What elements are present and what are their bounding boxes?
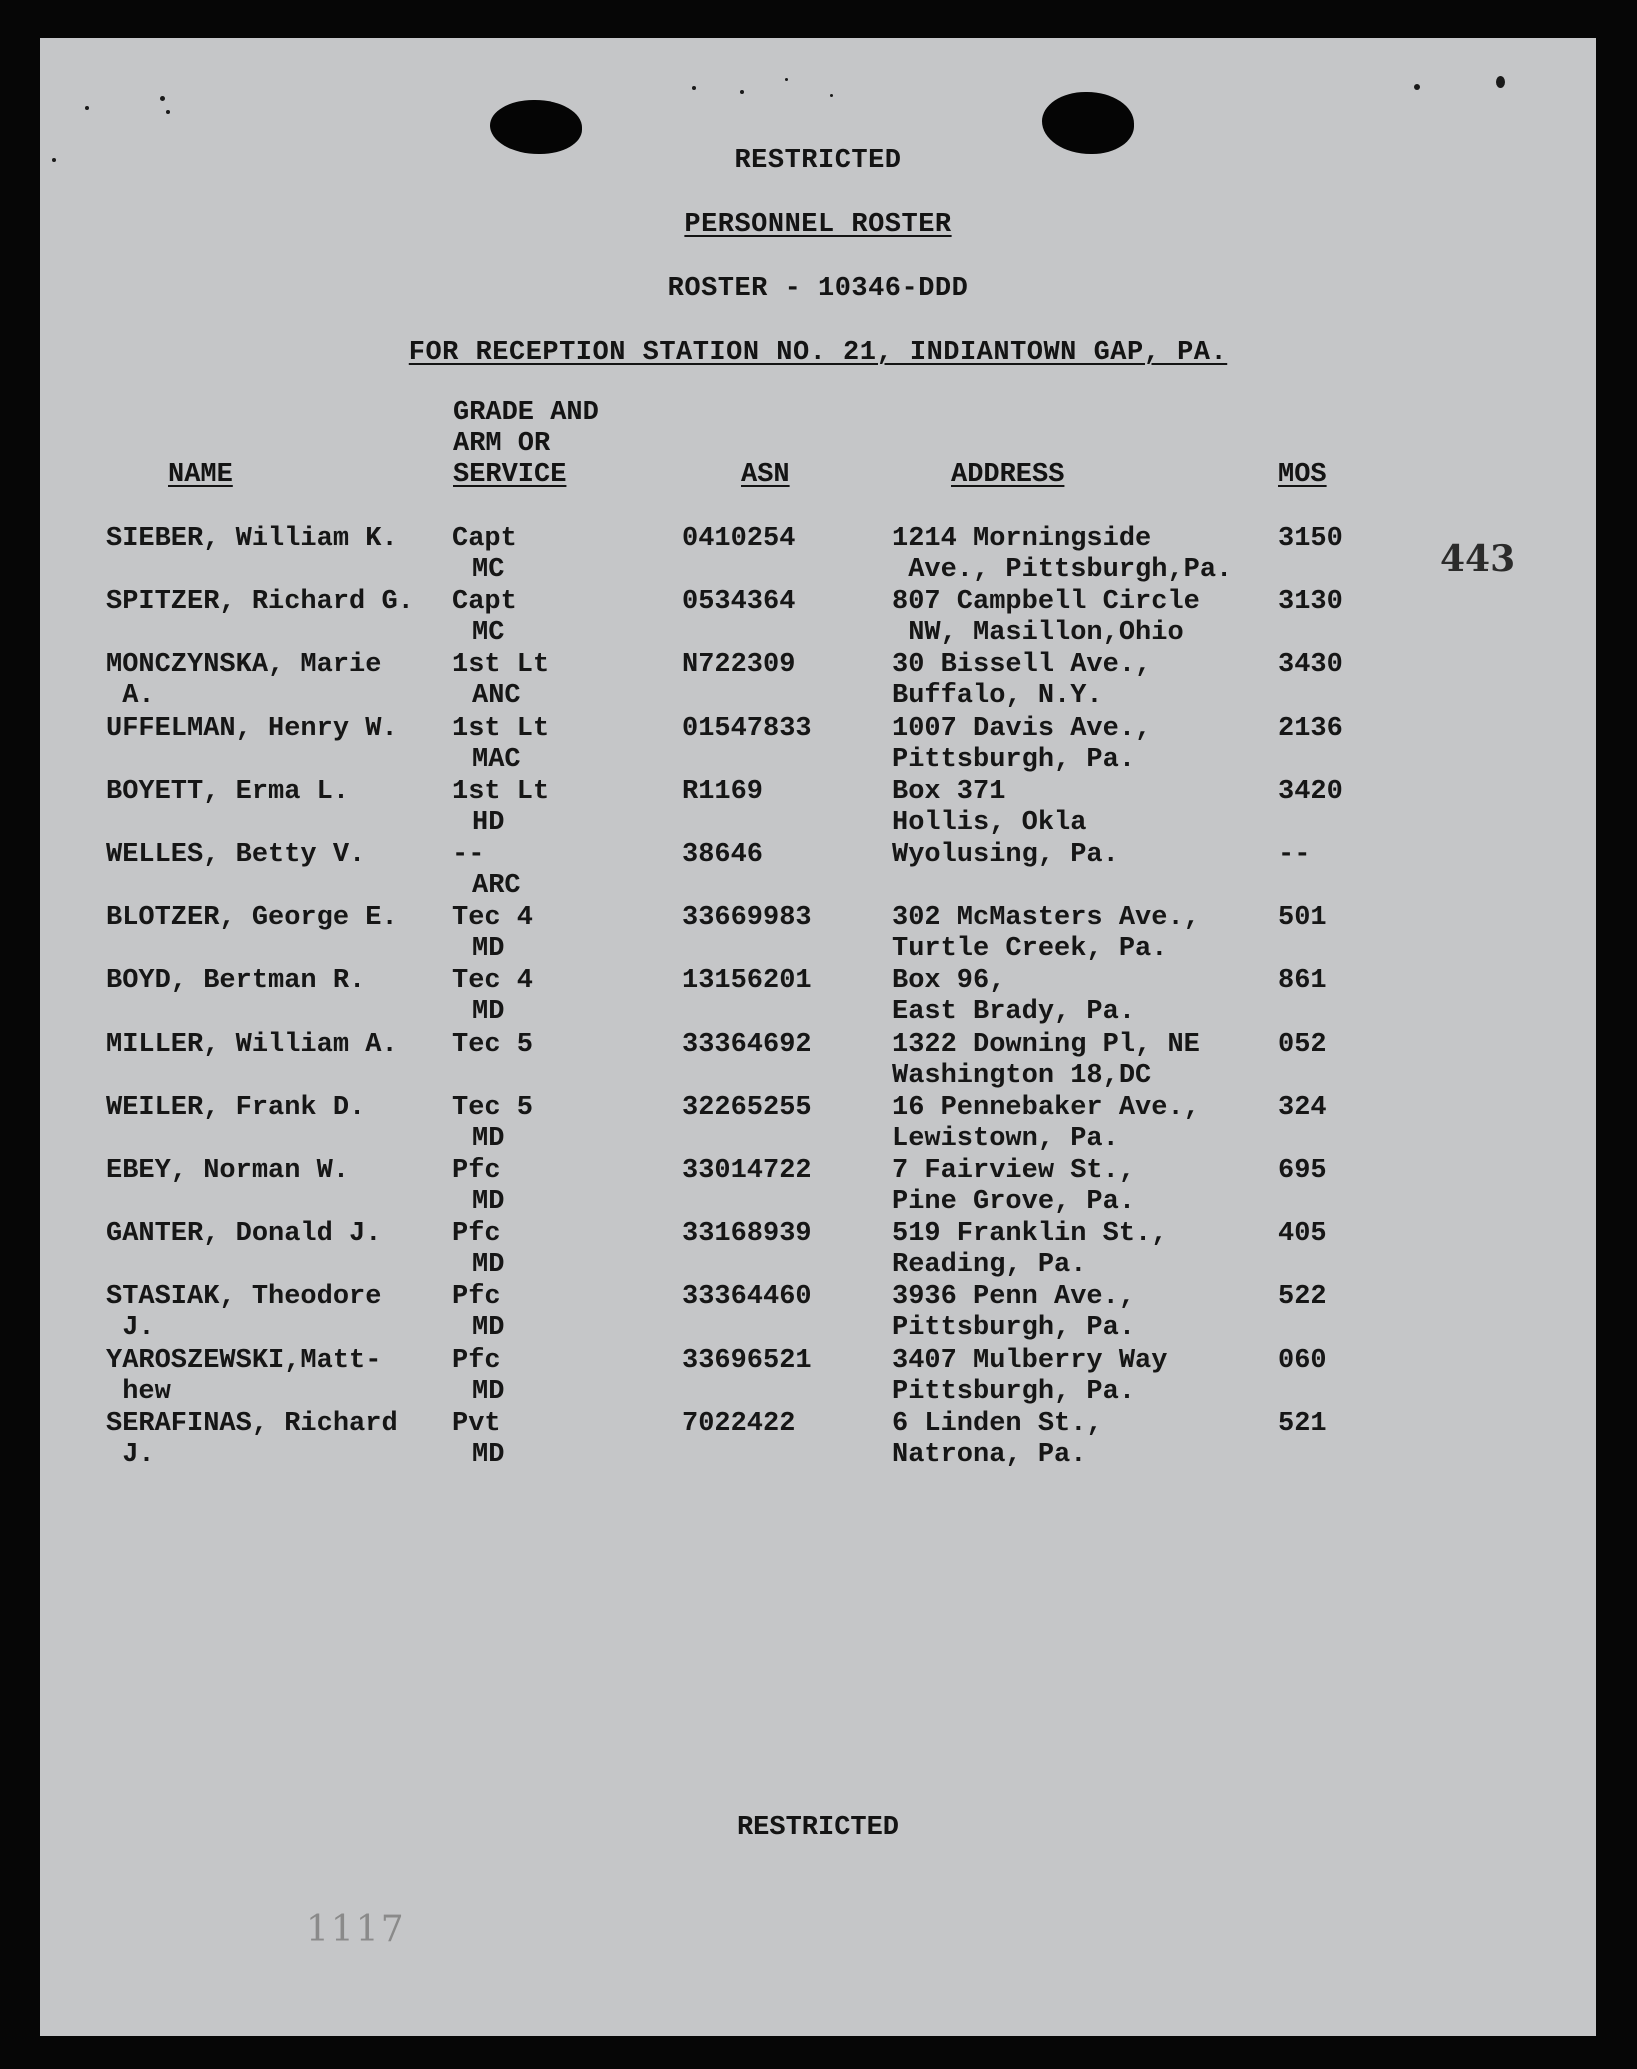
row-name: J.: [106, 1439, 155, 1470]
row-mos: 3420: [1278, 776, 1343, 807]
row-address: 302 McMasters Ave.,: [892, 903, 1200, 934]
row-grade: Tec 5: [452, 1029, 534, 1060]
row-mos: 3150: [1278, 524, 1343, 554]
row-address: 807 Campbell Circle: [892, 587, 1200, 618]
row-address: 1214 Morningside: [892, 524, 1152, 554]
row-asn: 33669983: [682, 903, 812, 934]
row-arm: MD: [472, 1439, 505, 1470]
row-address: Natrona, Pa.: [892, 1439, 1087, 1470]
row-name: SERAFINAS, Richard: [106, 1408, 398, 1439]
row-mos: 2136: [1278, 713, 1343, 744]
row-address: Pittsburgh, Pa.: [892, 1313, 1136, 1344]
row-address: Hollis, Okla: [892, 807, 1087, 838]
row-grade: Tec 5: [452, 1092, 534, 1123]
row-arm: MC: [472, 618, 505, 649]
row-grade: 1st Lt: [452, 713, 550, 744]
row-mos: 861: [1278, 966, 1327, 997]
row-arm: MD: [472, 997, 505, 1028]
row-arm: MD: [472, 1313, 505, 1344]
station-heading: FOR RECEPTION STATION NO. 21, INDIANTOWN GAP, PA.: [408, 338, 1228, 368]
row-mos: 501: [1278, 903, 1327, 934]
row-arm: MD: [472, 934, 505, 965]
row-address: 3407 Mulberry Way: [892, 1345, 1168, 1376]
row-address: 1322 Downing Pl, NE: [892, 1029, 1200, 1060]
row-asn: R1169: [682, 776, 764, 807]
row-address: NW, Masillon,Ohio: [892, 618, 1184, 649]
row-mos: 522: [1278, 1282, 1327, 1313]
document-page: [40, 38, 1596, 2036]
row-grade: Capt: [452, 587, 517, 618]
row-name: UFFELMAN, Henry W.: [106, 713, 398, 744]
row-grade: 1st Lt: [452, 650, 550, 681]
speck: [692, 86, 696, 90]
row-name: MILLER, William A.: [106, 1029, 398, 1060]
row-grade: 1st Lt: [452, 776, 550, 807]
row-asn: 7022422: [682, 1408, 796, 1439]
row-asn: 33014722: [682, 1156, 812, 1186]
archive-stamp: 1117: [306, 1909, 406, 1950]
row-grade: Tec 4: [452, 903, 534, 934]
row-mos: 052: [1278, 1029, 1327, 1060]
row-arm: ARC: [472, 871, 521, 901]
row-address: 30 Bissell Ave.,: [892, 650, 1152, 681]
row-name: BLOTZER, George E.: [106, 903, 398, 934]
row-grade: Pfc: [452, 1282, 501, 1313]
row-arm: MD: [472, 1187, 505, 1217]
row-name: SPITZER, Richard G.: [106, 587, 414, 618]
speck: [85, 106, 89, 110]
row-mos: 405: [1278, 1219, 1327, 1250]
row-arm: ANC: [472, 681, 521, 712]
row-mos: 695: [1278, 1156, 1327, 1186]
row-arm: HD: [472, 807, 505, 838]
row-address: Turtle Creek, Pa.: [892, 934, 1168, 965]
speck: [160, 96, 165, 101]
row-grade: Pfc: [452, 1219, 501, 1250]
row-address: 519 Franklin St.,: [892, 1219, 1168, 1250]
row-mos: 324: [1278, 1092, 1327, 1123]
row-address: 16 Pennebaker Ave.,: [892, 1092, 1200, 1123]
row-name: BOYETT, Erma L.: [106, 776, 350, 807]
column-header-address: ADDRESS: [951, 460, 1065, 490]
row-grade: Pvt: [452, 1408, 501, 1439]
row-address: 7 Fairview St.,: [892, 1156, 1136, 1186]
row-mos: 3430: [1278, 650, 1343, 681]
row-name: EBEY, Norman W.: [106, 1156, 350, 1186]
row-address: 3936 Penn Ave.,: [892, 1282, 1136, 1313]
row-name: MONCZYNSKA, Marie: [106, 650, 382, 681]
row-name: STASIAK, Theodore: [106, 1282, 382, 1313]
column-header-name: NAME: [168, 460, 233, 490]
row-address: 6 Linden St.,: [892, 1408, 1103, 1439]
row-address: East Brady, Pa.: [892, 997, 1136, 1028]
row-name: WEILER, Frank D.: [106, 1092, 366, 1123]
row-address: Box 96,: [892, 966, 1006, 997]
row-arm: MD: [472, 1376, 505, 1407]
row-arm: MD: [472, 1250, 505, 1281]
row-grade: Capt: [452, 524, 517, 554]
row-mos: 060: [1278, 1345, 1327, 1376]
row-address: 1007 Davis Ave.,: [892, 713, 1152, 744]
row-name: GANTER, Donald J.: [106, 1219, 382, 1250]
row-address: Ave., Pittsburgh,Pa.: [892, 555, 1233, 585]
row-mos: 521: [1278, 1408, 1327, 1439]
speck: [785, 78, 788, 81]
column-header-grade: GRADE AND ARM OR SERVICE: [453, 398, 599, 490]
row-grade: Tec 4: [452, 966, 534, 997]
row-address: Pine Grove, Pa.: [892, 1187, 1136, 1217]
speck: [1496, 76, 1505, 88]
classification-bottom: RESTRICTED: [736, 1813, 900, 1843]
row-asn: 38646: [682, 840, 764, 870]
document-title: PERSONNEL ROSTER: [684, 210, 952, 240]
row-asn: 33364692: [682, 1029, 812, 1060]
column-header-asn: ASN: [741, 460, 790, 490]
speck: [1414, 84, 1420, 90]
row-arm: MD: [472, 1123, 505, 1154]
row-asn: 33168939: [682, 1219, 812, 1250]
row-asn: 33364460: [682, 1282, 812, 1313]
row-name: WELLES, Betty V.: [106, 840, 366, 870]
row-grade: Pfc: [452, 1156, 501, 1186]
row-asn: 01547833: [682, 713, 812, 744]
row-asn: 0410254: [682, 524, 796, 554]
row-asn: 32265255: [682, 1092, 812, 1123]
row-address: Pittsburgh, Pa.: [892, 744, 1136, 775]
row-grade: Pfc: [452, 1345, 501, 1376]
speck: [166, 110, 170, 114]
row-mos: --: [1278, 840, 1311, 870]
row-name: A.: [106, 681, 155, 712]
row-arm: MAC: [472, 744, 521, 775]
row-asn: 33696521: [682, 1345, 812, 1376]
roster-number: ROSTER - 10346-DDD: [667, 274, 969, 304]
row-arm: MC: [472, 555, 505, 585]
row-address: Box 371: [892, 776, 1006, 807]
row-name: BOYD, Bertman R.: [106, 966, 366, 997]
row-name: YAROSZEWSKI,Matt-: [106, 1345, 382, 1376]
row-asn: N722309: [682, 650, 796, 681]
row-address: Pittsburgh, Pa.: [892, 1376, 1136, 1407]
row-name: J.: [106, 1313, 155, 1344]
page-number: 443: [1440, 538, 1516, 580]
row-address: Buffalo, N.Y.: [892, 681, 1103, 712]
row-name: SIEBER, William K.: [106, 524, 398, 554]
row-address: Lewistown, Pa.: [892, 1123, 1119, 1154]
row-name: hew: [106, 1376, 171, 1407]
row-grade: --: [452, 840, 485, 870]
row-address: Wyolusing, Pa.: [892, 840, 1119, 870]
row-mos: 3130: [1278, 587, 1343, 618]
row-address: Washington 18,DC: [892, 1060, 1152, 1091]
row-asn: 13156201: [682, 966, 812, 997]
row-asn: 0534364: [682, 587, 796, 618]
speck: [830, 94, 833, 97]
column-header-mos: MOS: [1278, 460, 1327, 490]
row-address: Reading, Pa.: [892, 1250, 1087, 1281]
classification-top: RESTRICTED: [734, 146, 902, 176]
punch-hole-right: [1042, 92, 1134, 154]
speck: [740, 90, 744, 94]
